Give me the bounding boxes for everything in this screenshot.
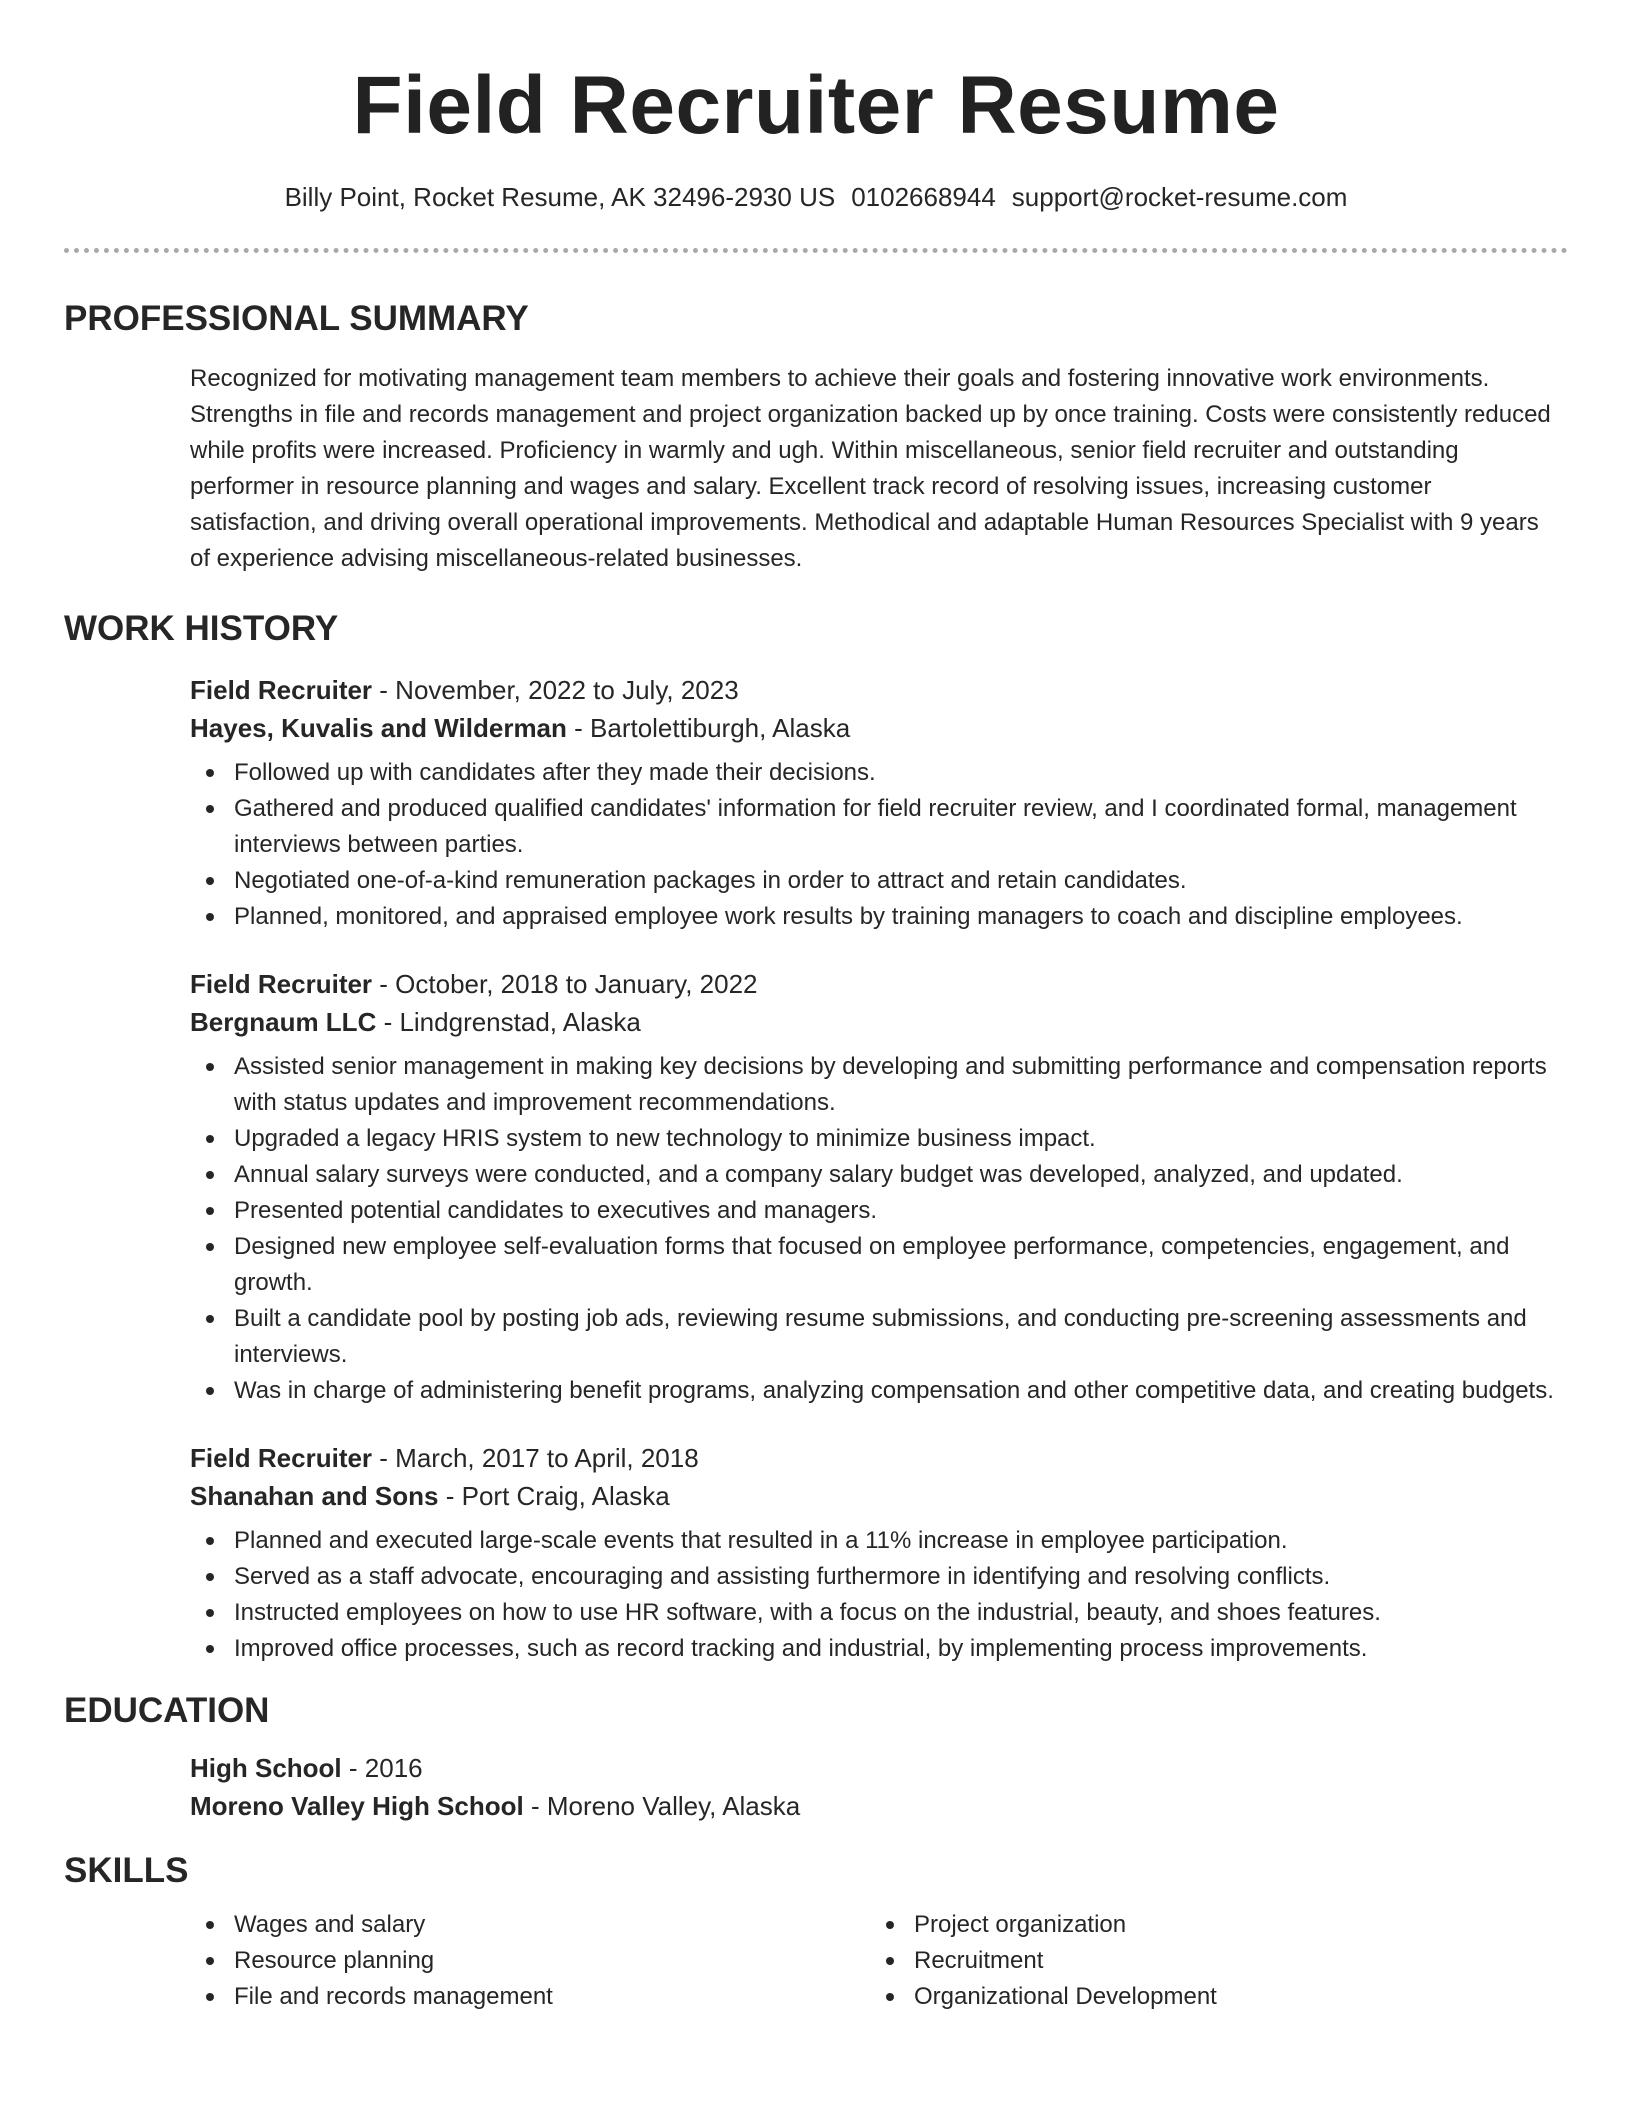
job-company-line [190,709,1564,747]
job-location: - Port Craig, Alaska [438,1481,670,1511]
contact-line [64,180,1568,214]
list-item: Gathered and produced qualified candidates' information for field recruiter review, and I coordinated formal, management interviews between parties. [234,791,1564,863]
job-title: Field Recruiter [190,675,373,705]
list-item: Followed up with candidates after they made their decisions. [234,755,1564,791]
job-dates: - October, 2018 to January, 2022 [372,969,758,999]
education-school: Moreno Valley High School [190,1791,524,1821]
education-degree: High School [190,1753,342,1783]
contact-email: support@rocket-resume.com [1011,182,1348,212]
job-bullets [190,1523,1564,1667]
summary-heading: PROFESSIONAL SUMMARY [64,299,529,338]
list-item: Served as a staff advocate, encouraging and assisting furthermore in identifying and resolving conflicts. [234,1559,1564,1595]
job-entry [190,1439,1564,1667]
job-company: Hayes, Kuvalis and Wilderman [190,713,567,743]
education-year: - 2016 [341,1753,423,1783]
job-entry [190,671,1564,935]
job-bullets [190,755,1564,935]
list-item: Built a candidate pool by posting job ads, reviewing resume submissions, and conducting pre-screening assessments and interviews. [234,1301,1564,1373]
education-location: - Moreno Valley, Alaska [523,1791,801,1821]
skills-section [190,1907,1564,2015]
list-item: Improved office processes, such as record tracking and industrial, by implementing process improvements. [234,1631,1564,1667]
list-item: Was in charge of administering benefit programs, analyzing compensation and other competitive data, and creating budgets. [234,1373,1564,1409]
education-heading: EDUCATION [64,1691,270,1730]
list-item: Presented potential candidates to executives and managers. [234,1193,1564,1229]
skill-item: Organizational Development [914,1979,1550,2015]
job-company-line [190,1477,1564,1515]
skills-heading: SKILLS [64,1851,189,1890]
list-item: Assisted senior management in making key decisions by developing and submitting performance and compensation reports with status updates and improvement recommendations. [234,1049,1564,1121]
education-degree-line [190,1749,1564,1787]
job-company: Bergnaum LLC [190,1007,377,1037]
skill-item: Resource planning [234,1943,870,1979]
resume-page [64,0,1568,2015]
list-item: Planned, monitored, and appraised employee work results by training managers to coach and discipline employees. [234,899,1564,935]
education-school-line [190,1787,1564,1825]
list-item: Planned and executed large-scale events that resulted in a 11% increase in employee participation. [234,1523,1564,1559]
skill-item: Project organization [914,1907,1550,1943]
skills-list-right [870,1907,1550,2015]
contact-address: Billy Point, Rocket Resume, AK 32496-2930 US [284,182,836,212]
summary-section [190,361,1564,577]
job-title: Field Recruiter [190,969,373,999]
list-item: Upgraded a legacy HRIS system to new technology to minimize business impact. [234,1121,1564,1157]
job-title: Field Recruiter [190,1443,373,1473]
job-entry [190,965,1564,1409]
job-dates: - November, 2022 to July, 2023 [372,675,739,705]
work-history-heading: WORK HISTORY [64,609,339,648]
contact-phone: 0102668944 [851,182,996,212]
skill-item: File and records management [234,1979,870,2015]
education-entry [190,1749,1564,1825]
job-company-line [190,1003,1564,1041]
list-item: Designed new employee self-evaluation forms that focused on employee performance, competencies, engagement, and growth. [234,1229,1564,1301]
job-company: Shanahan and Sons [190,1481,439,1511]
list-item: Instructed employees on how to use HR software, with a focus on the industrial, beauty, and shoes features. [234,1595,1564,1631]
job-title-line [190,671,1564,709]
skill-item: Recruitment [914,1943,1550,1979]
list-item: Annual salary surveys were conducted, and a company salary budget was developed, analyzed, and updated. [234,1157,1564,1193]
job-bullets [190,1049,1564,1409]
skills-list-left [190,1907,870,2015]
job-title-line [190,1439,1564,1477]
skill-item: Wages and salary [234,1907,870,1943]
job-dates: - March, 2017 to April, 2018 [372,1443,699,1473]
job-location: - Bartolettiburgh, Alaska [566,713,851,743]
job-title-line [190,965,1564,1003]
header-divider [64,248,1568,253]
list-item: Negotiated one-of-a-kind remuneration packages in order to attract and retain candidates. [234,863,1564,899]
summary-text: Recognized for motivating management team members to achieve their goals and fostering innovative work environments. Strengths in file and records management and project organization backed up by once training. Costs were consistently reduced while profits were increased. Proficiency in warmly and ugh. Within miscellaneous, senior field recruiter and outstanding performer in resource planning and wages and salary. Excellent track record of resolving issues, increasing customer satisfaction, and driving overall operational improvements. Methodical and adaptable Human Resources Specialist with 9 years of experience advising miscellaneous-related businesses. [190,365,1551,572]
resume-title: Field Recruiter Resume [352,60,1280,151]
job-location: - Lindgrenstad, Alaska [376,1007,641,1037]
